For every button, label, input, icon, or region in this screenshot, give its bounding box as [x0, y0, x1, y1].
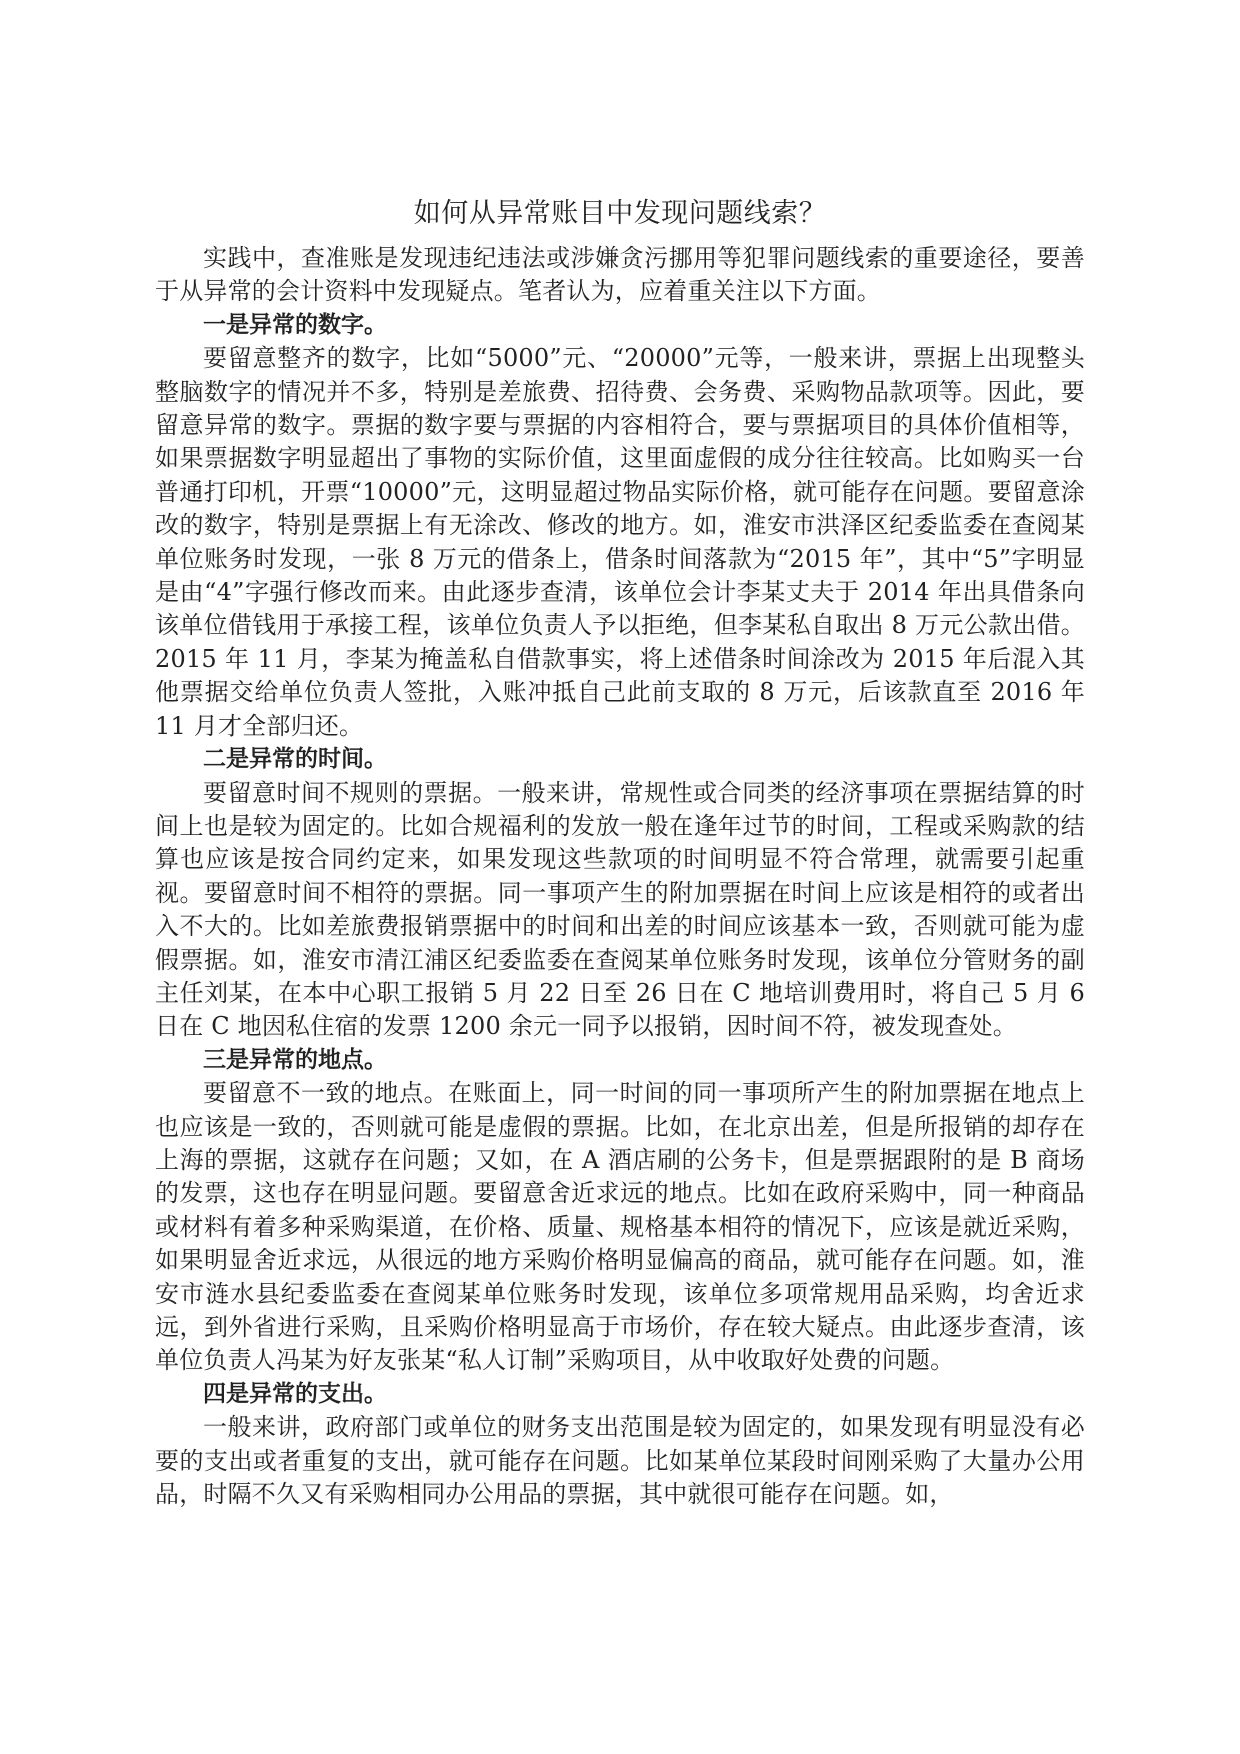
section-body-expenditure: 一般来讲，政府部门或单位的财务支出范围是较为固定的，如果发现有明显没有必要的支出或者重复的支出，就可能存在问题。比如某单位某段时间刚采购了大量办公用品，时隔不久又有采购相同办公用品的票据，其中就很可能存在问题。如， — [155, 1413, 1085, 1509]
document-page — [155, 188, 1085, 1511]
section-body-numbers: 要留意整齐的数字，比如“5000”元、“20000”元等，一般来讲，票据上出现整头整脑数字的情况并不多，特别是差旅费、招待费、会务费、采购物品款项等。因此，要留意异常的数字。票据的数字要与票据的内容相符合，要与票据项目的具体价值相等，如果票据数字明显超出了事物的实际价值，这里面虚假的成分往往较高。比如购买一台普通打印机，开票“10000”元，这明显超过物品实际价格，就可能存在问题。要留意涂改的数字，特别是票据上有无涂改、修改的地方。如，淮安市洪泽区纪委监委在查阅某单位账务时发现，一张 8 万元的借条上，借条时间落款为“2015 年”，其中“5”字明显是由“4”字强行修改而来。由此逐步查清，该单位会计李某丈夫于 2014 年出具借条向该单位借钱用于承接工程，该单位负责人予以拒绝，但李某私自取出 8 万元公款出借。2015 年 11 月，李某为掩盖私自借款事实，将上述借条时间涂改为 2015 年后混入其他票据交给单位负责人签批，入账冲抵自己此前支取的 8 万元，后该款直至 2016 年 11 月才全部归还。 — [155, 344, 1085, 740]
document-title: 如何从异常账目中发现问题线索？ — [413, 198, 827, 229]
intro-paragraph: 实践中，查准账是发现违纪违法或涉嫌贪污挪用等犯罪问题线索的重要途径，要善于从异常的会计资料中发现疑点。笔者认为，应着重关注以下方面。 — [155, 244, 1085, 306]
section-heading-expenditure: 四是异常的支出。 — [203, 1380, 387, 1407]
section-body-time: 要留意时间不规则的票据。一般来讲，常规性或合同类的经济事项在票据结算的时间上也是较为固定的。比如合规福利的发放一般在逢年过节的时间，工程或采购款的结算也应该是按合同约定来，如果发现这些款项的时间明显不符合常理，就需要引起重视。要留意时间不相符的票据。同一事项产生的附加票据在时间上应该是相符的或者出入不大的。比如差旅费报销票据中的时间和出差的时间应该基本一致，否则就可能为虚假票据。如，淮安市清江浦区纪委监委在查阅某单位账务时发现，该单位分管财务的副主任刘某，在本中心职工报销 5 月 22 日至 26 日在 C 地培训费用时，将自己 5 月 6 日在 C 地因私住宿的发票 1200 余元一同予以报销，因时间不符，被发现查处。 — [155, 778, 1085, 1041]
section-body-location: 要留意不一致的地点。在账面上，同一时间的同一事项所产生的附加票据在地点上也应该是一致的，否则就可能是虚假的票据。比如，在北京出差，但是所报销的却存在上海的票据，这就存在问题；又如，在 A 酒店刷的公务卡，但是票据跟附的是 B 商场的发票，这也存在明显问题。要留意舍近求远的地点。比如在政府采购中，同一种商品或材料有着多种采购渠道，在价格、质量、规格基本相符的情况下，应该是就近采购，如果明显舍近求远，从很远的地方采购价格明显偏高的商品，就可能存在问题。如，淮安市涟水县纪委监委在查阅某单位账务时发现，该单位多项常规用品采购，均舍近求远，到外省进行采购，且采购价格明显高于市场价，存在较大疑点。由此逐步查清，该单位负责人冯某为好友张某“私人订制”采购项目，从中收取好处费的问题。 — [155, 1079, 1085, 1375]
section-heading-location: 三是异常的地点。 — [203, 1046, 387, 1073]
section-heading-time: 二是异常的时间。 — [203, 746, 387, 773]
section-heading-numbers: 一是异常的数字。 — [203, 311, 387, 338]
